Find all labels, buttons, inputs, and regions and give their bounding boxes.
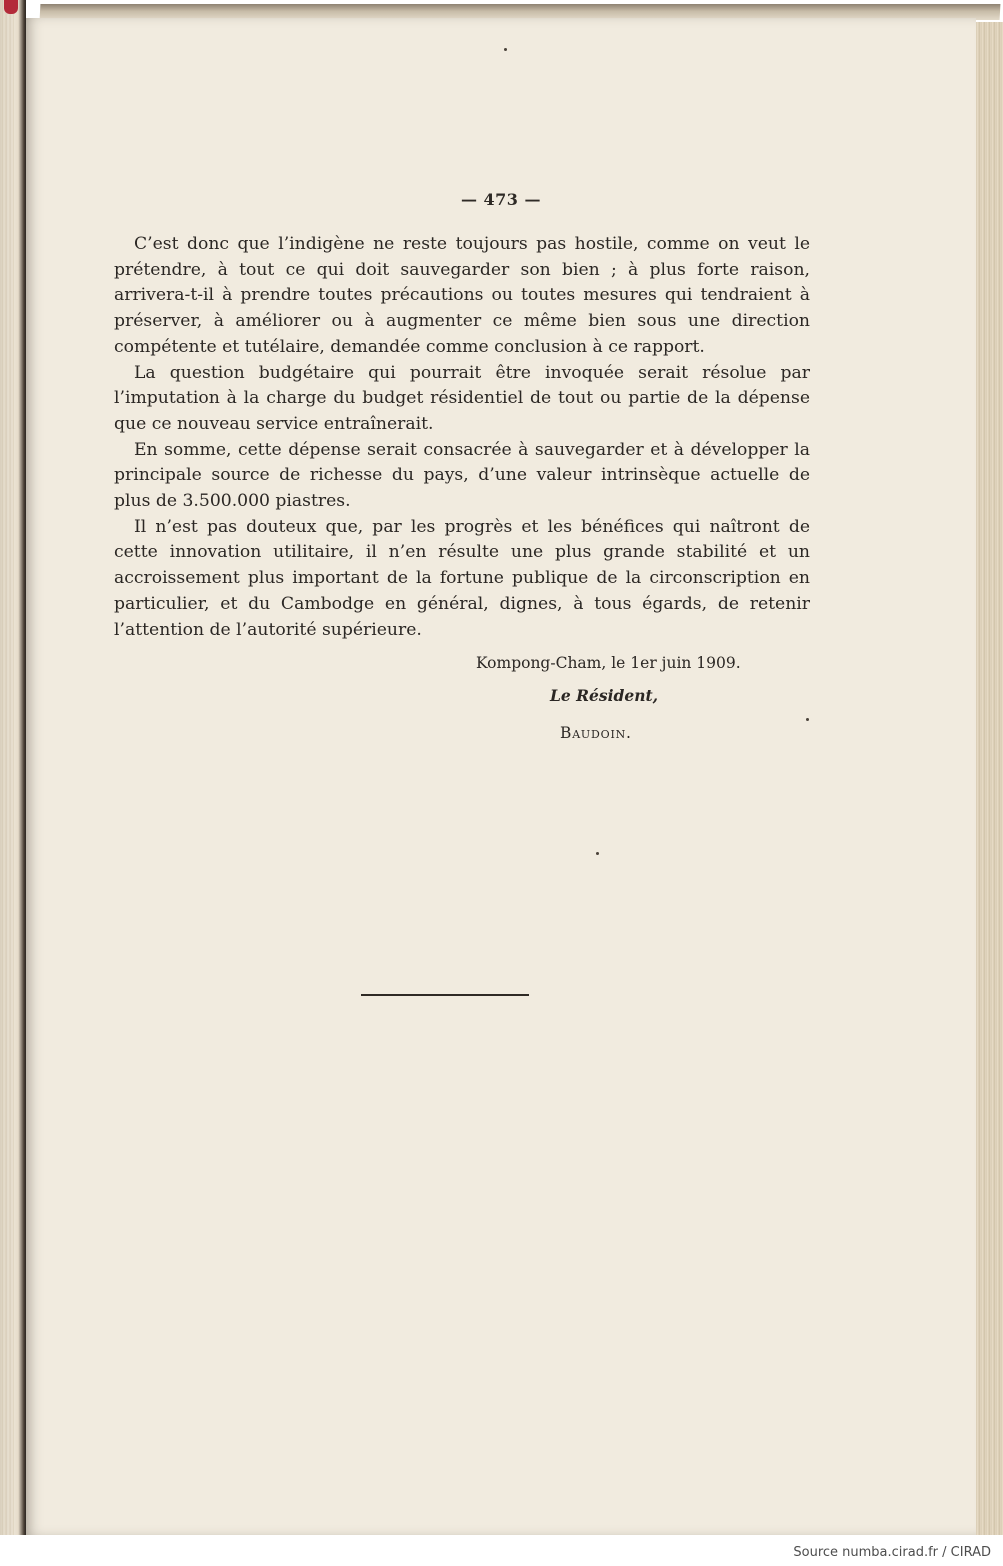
paper-speck <box>596 852 599 855</box>
page-number: — 473 — <box>460 190 542 209</box>
end-rule <box>361 994 529 996</box>
paragraph: En somme, cette dépense serait consacrée à sauvegarder et à développer la principale source de richesse du pays, d’une valeur intrinsèque actuelle de plus de 3.500.000 piastres. <box>114 439 810 512</box>
paper-speck <box>504 48 507 51</box>
paragraph: C’est donc que l’indigène ne reste toujours pas hostile, comme on veut le prétendre, à tout ce qui doit sauvegarder son bien ; à plus forte raison, arrivera-t-il à prendre toutes précautions ou toutes mesures qui tendraient à préserver, à améliorer ou à augmenter ce même bien sous une direction compétente et tutélaire, demandée comme conclusion à ce rapport. <box>114 234 810 357</box>
bookmark-ribbon <box>4 0 18 14</box>
body-text <box>114 232 810 643</box>
binding-edge <box>2 0 14 1535</box>
paragraph: Il n’est pas douteux que, par les progrès et les bénéfices qui naîtront de cette innovation utilitaire, il n’en résulte une plus grande stabilité et un accroissement plus important de la fortune publique de la circonscription en particulier, et du Cambodge en général, dignes, à tous égards, de retenir l’attention de l’autorité supérieure. <box>114 516 810 640</box>
facing-page-edge <box>0 0 26 1535</box>
paragraph: La question budgétaire qui pourrait être invoquée serait résolue par l’imputation à la charge du budget résidentiel de tout ou partie de la dépense que ce nouveau service entraînerait. <box>114 362 810 434</box>
document-page <box>26 18 976 1535</box>
paper-speck <box>806 718 809 721</box>
signature-title: Le Résident, <box>550 686 659 705</box>
signature-name: Baudoin. <box>560 724 632 742</box>
source-credit: Source numba.cirad.fr / CIRAD <box>793 1545 991 1560</box>
signature-place-date: Kompong-Cham, le 1er juin 1909. <box>476 654 741 672</box>
